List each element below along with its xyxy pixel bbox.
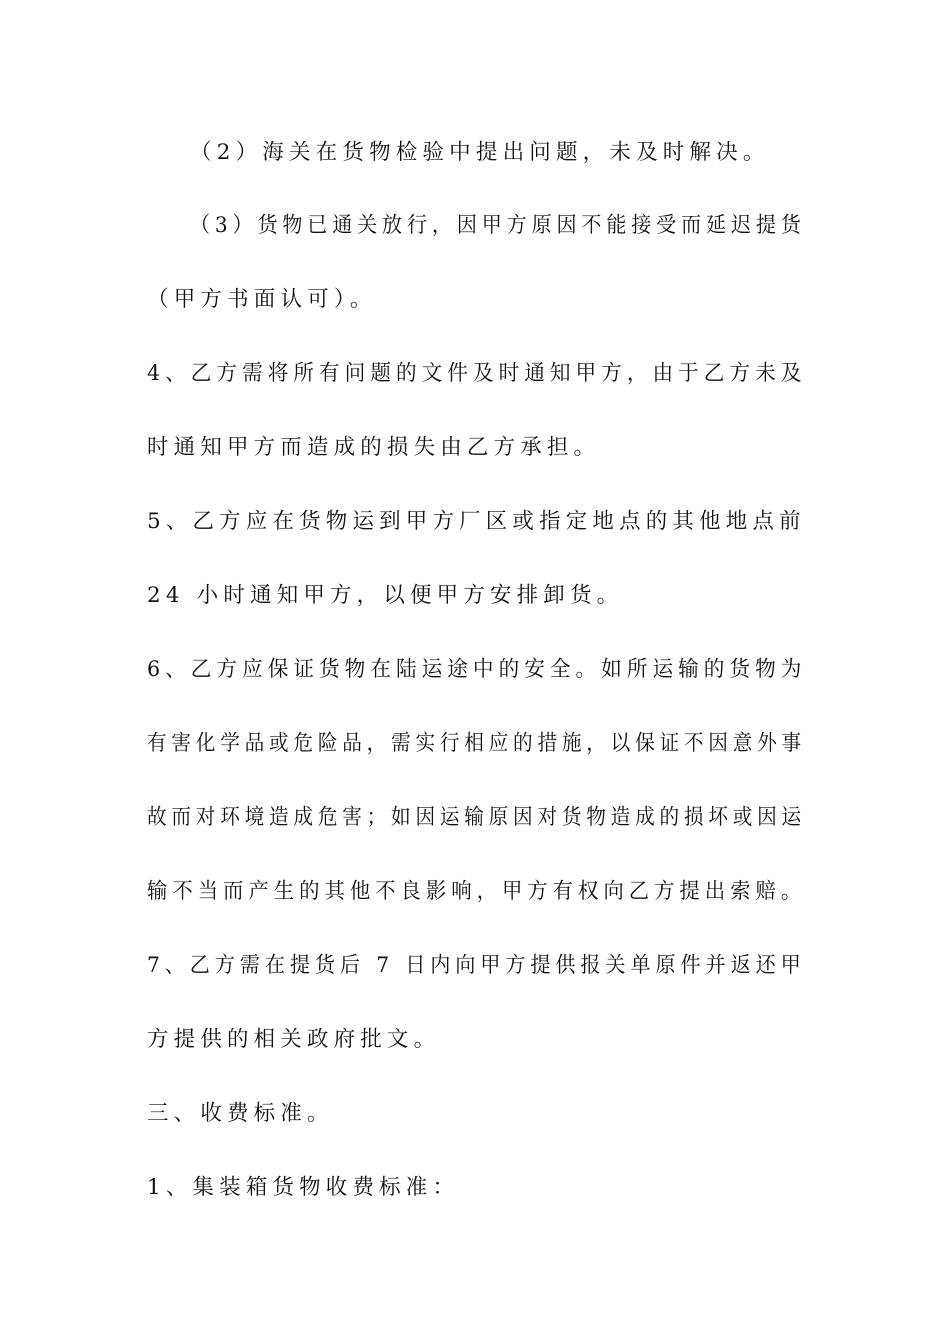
text-line-9: 有害化学品或危险品，需实行相应的措施，以保证不因意外事 — [147, 731, 806, 756]
text-line-12: 7、乙方需在提货后 7 日内向甲方提供报关单原件并返还甲 — [147, 953, 806, 978]
text-line-5: 时通知甲方而造成的损失由乙方承担。 — [147, 435, 601, 460]
text-line-8: 6、乙方应保证货物在陆运途中的安全。如所运输的货物为 — [147, 657, 807, 682]
text-line-6: 5、乙方应在货物运到甲方厂区或指定地点的其他地点前 — [147, 509, 806, 534]
text-line-13: 方提供的相关政府批文。 — [147, 1027, 441, 1052]
text-line-1: （2）海关在货物检验中提出问题，未及时解决。 — [190, 140, 770, 165]
text-line-2: （3）货物已通关放行，因甲方原因不能接受而延迟提货 — [190, 213, 806, 238]
text-line-15: 1、集装箱货物收费标准： — [147, 1175, 460, 1200]
text-line-10: 故而对环境造成危害；如因运输原因对货物造成的损坏或因运 — [147, 805, 806, 830]
text-line-4: 4、乙方需将所有问题的文件及时通知甲方，由于乙方未及 — [147, 361, 807, 386]
text-line-11: 输不当而产生的其他不良影响，甲方有权向乙方提出索赔。 — [147, 879, 807, 904]
text-line-14: 三、收费标准。 — [147, 1101, 334, 1126]
text-line-7: 24 小时通知甲方，以便甲方安排卸货。 — [147, 583, 624, 608]
text-line-3: （甲方书面认可）。 — [147, 287, 377, 312]
